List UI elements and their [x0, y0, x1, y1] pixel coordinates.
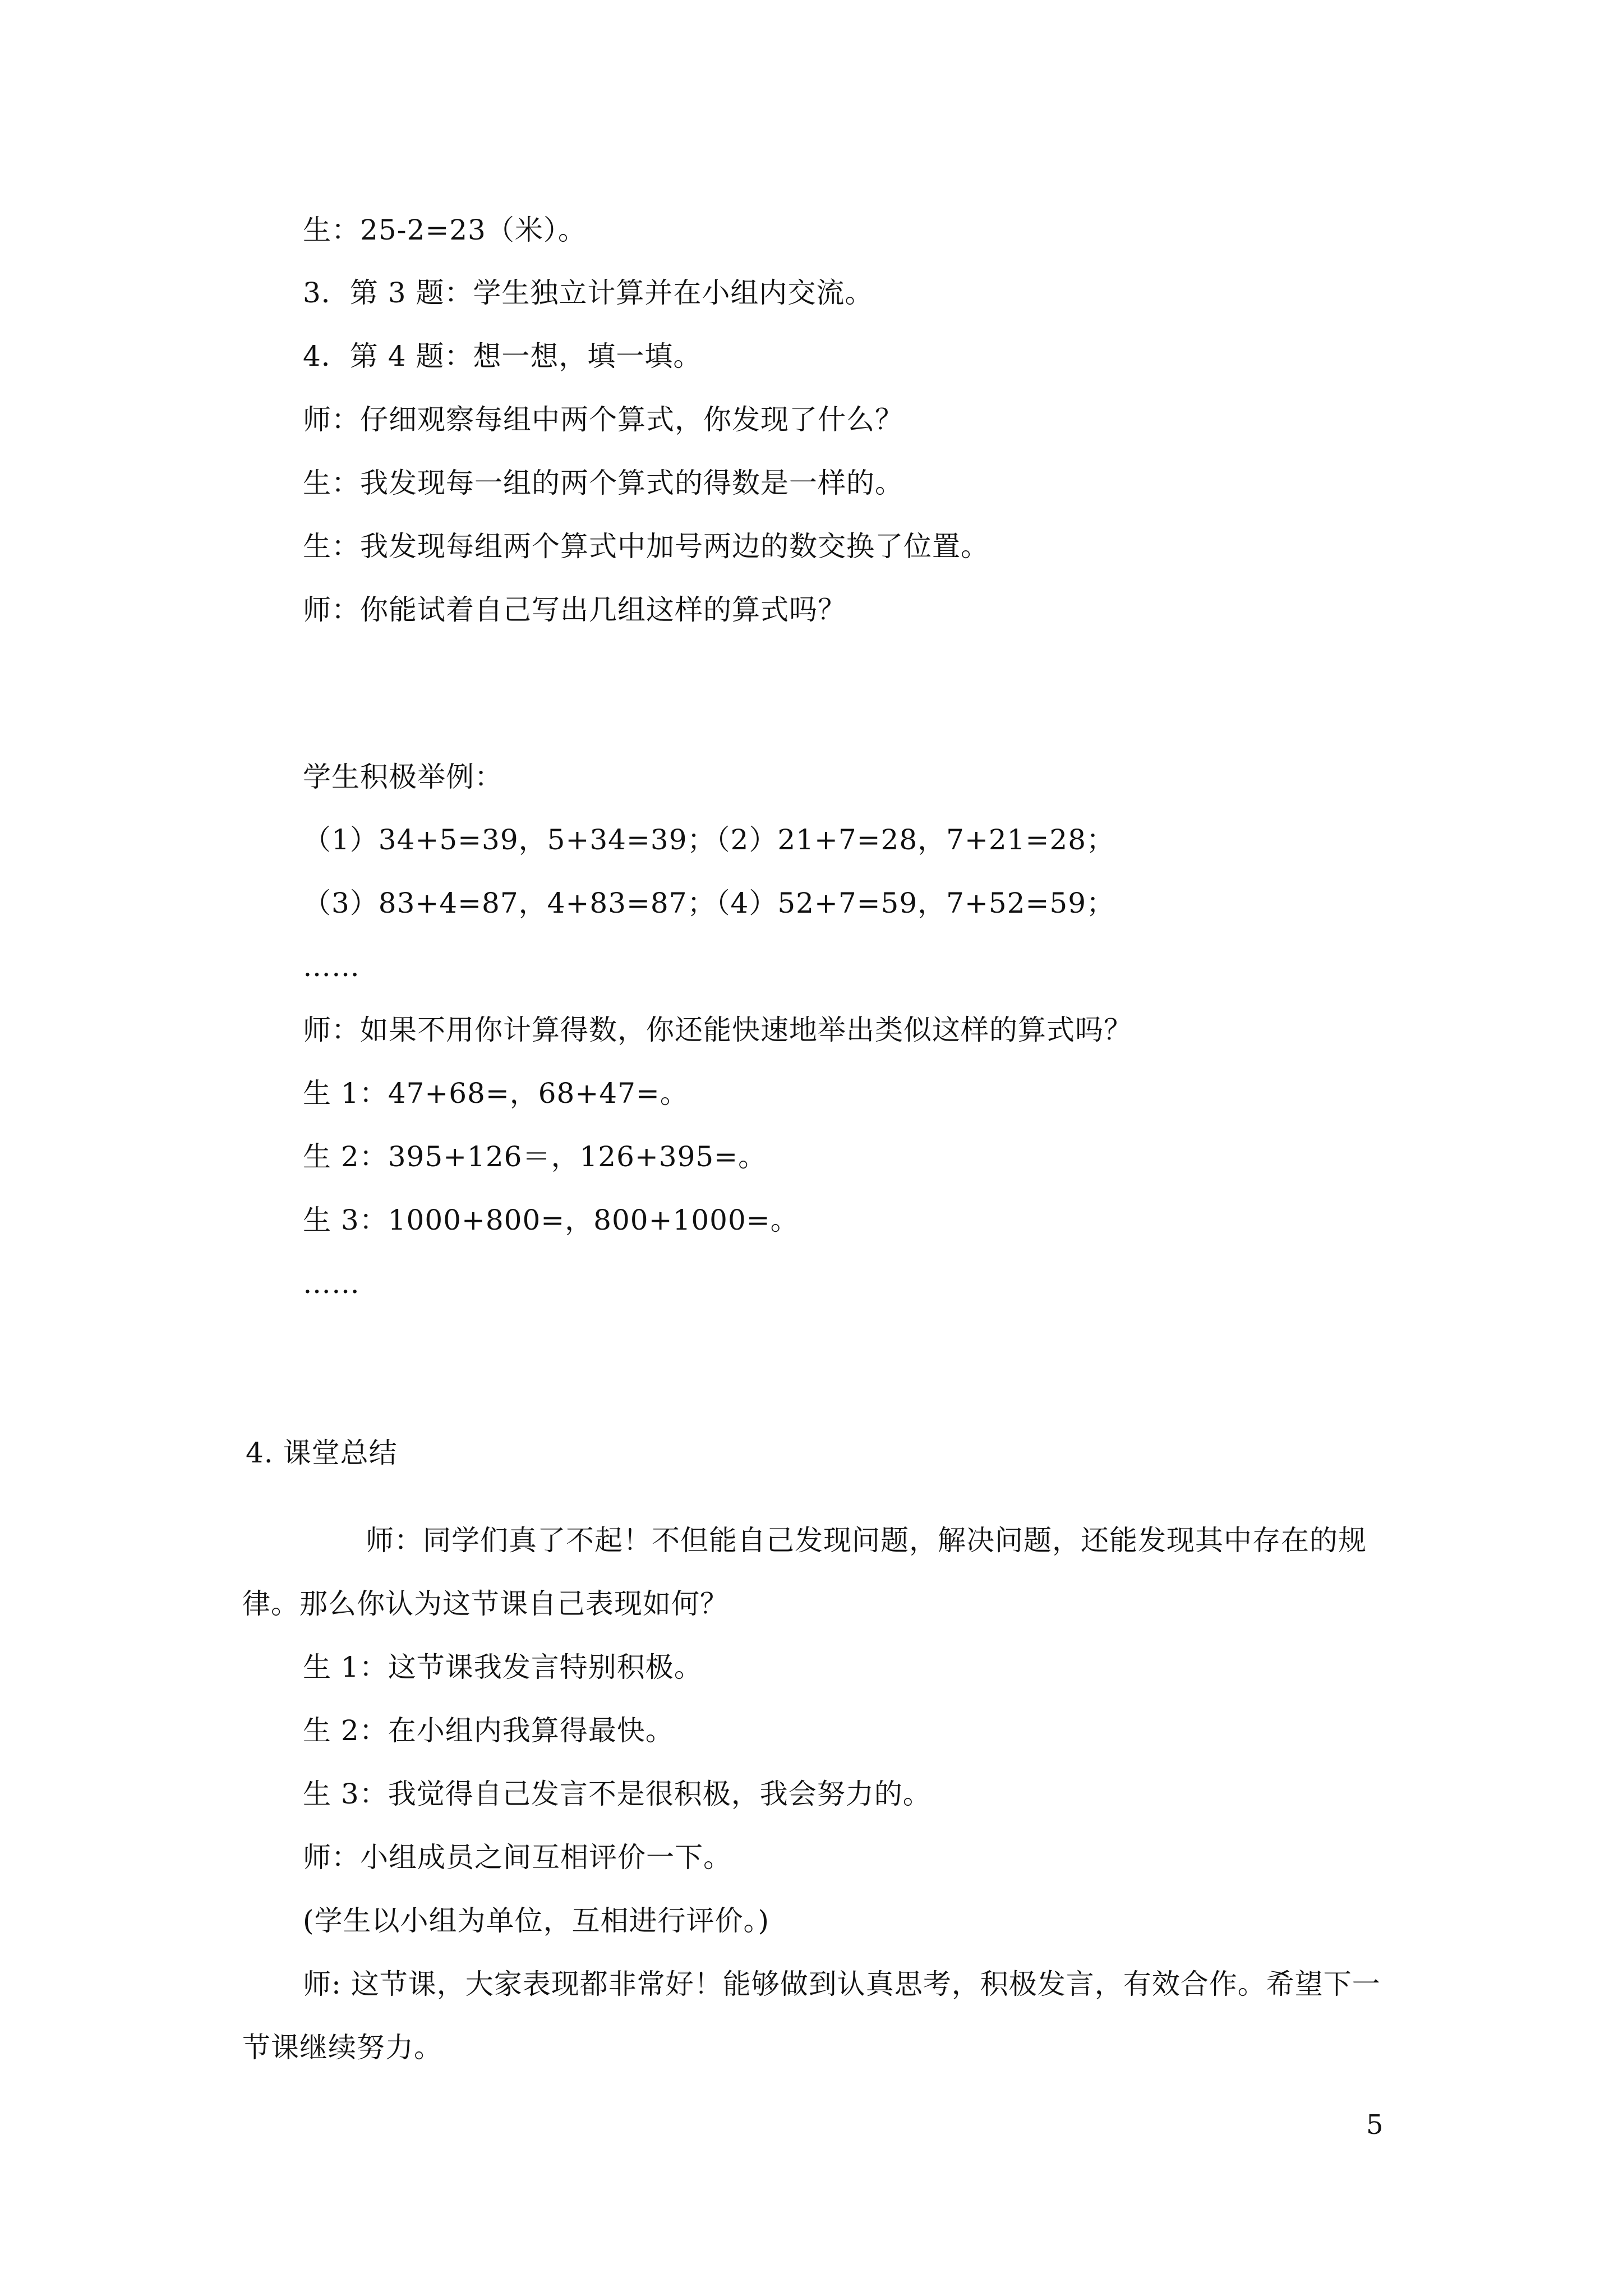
text-line: 生：我发现每组两个算式中加号两边的数交换了位置。	[303, 530, 989, 563]
text-line: 生 2：395+126＝，126+395=。	[303, 1140, 767, 1173]
text-line: 师：小组成员之间互相评价一下。	[303, 1841, 732, 1874]
text-line: 节课继续努力。	[242, 2031, 442, 2064]
text-line: 生：我发现每一组的两个算式的得数是一样的。	[303, 467, 903, 499]
text-line: 师：你能试着自己写出几组这样的算式吗？	[303, 593, 846, 626]
text-line: 生 3：我觉得自己发言不是很积极，我会努力的。	[303, 1778, 932, 1810]
text-line: 3．第 3 题：学生独立计算并在小组内交流。	[303, 277, 874, 309]
text-line: (学生以小组为单位，互相进行评价。)	[303, 1904, 770, 1937]
ellipsis-line: ……	[303, 950, 360, 983]
text-line: 律。那么你认为这节课自己表现如何？	[242, 1588, 728, 1620]
text-line: 师：同学们真了不起！不但能自己发现问题，解决问题，还能发现其中存在的规	[366, 1524, 1367, 1557]
text-line: （3）83+4=87，4+83=87；（4）52+7=59，7+52=59；	[303, 887, 1115, 919]
page-number: 5	[1366, 2109, 1384, 2141]
section-heading: 4. 课堂总结	[246, 1437, 398, 1469]
ellipsis-line: ……	[303, 1267, 360, 1300]
text-line: 生：25-2=23（米）。	[303, 214, 587, 246]
text-line: 生 2：在小组内我算得最快。	[303, 1714, 674, 1747]
text-line: 生 1：47+68=，68+47=。	[303, 1077, 689, 1110]
text-line: （1）34+5=39，5+34=39；（2）21+7=28，7+21=28；	[303, 823, 1115, 856]
text-line: 师：如果不用你计算得数，你还能快速地举出类似这样的算式吗？	[303, 1014, 1132, 1046]
text-line: 生 1：这节课我发言特别积极。	[303, 1651, 703, 1683]
text-line: 学生积极举例：	[303, 761, 503, 793]
text-line: 生 3：1000+800=，800+1000=。	[303, 1204, 799, 1236]
text-line: 师: 这节课，大家表现都非常好！能够做到认真思考，积极发言，有效合作。希望下一	[303, 1968, 1381, 2000]
text-line: 师：仔细观察每组中两个算式，你发现了什么？	[303, 403, 903, 436]
text-line: 4．第 4 题：想一想，填一填。	[303, 340, 702, 372]
